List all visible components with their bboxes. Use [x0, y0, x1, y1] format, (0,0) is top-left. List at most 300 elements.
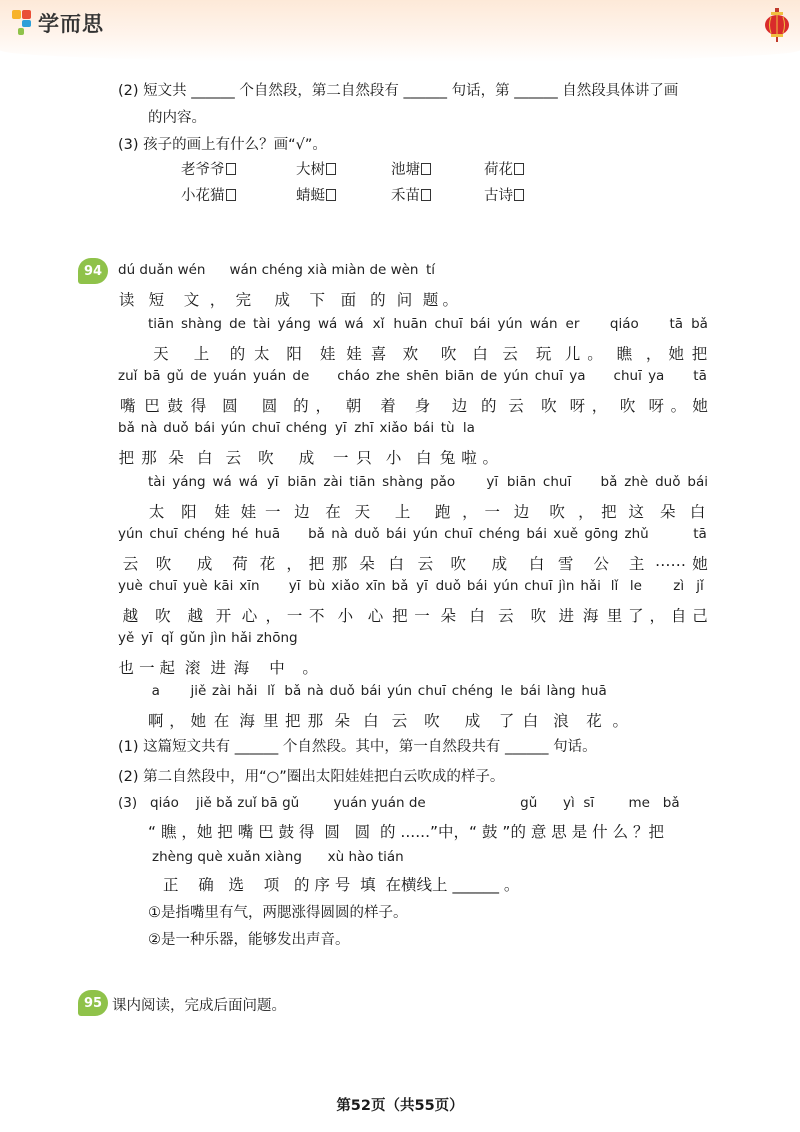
pinyin: zì — [673, 578, 685, 594]
pinyin-token — [118, 420, 135, 468]
pinyin: la — [462, 420, 475, 436]
pinyin: bù — [308, 578, 326, 594]
hanzi: 太 — [253, 345, 270, 363]
pinyin-token — [692, 368, 708, 416]
pinyin-token — [229, 262, 257, 310]
hanzi: ， — [649, 607, 666, 625]
pinyin — [592, 368, 608, 387]
pinyin-token — [287, 474, 316, 522]
pinyin-token — [149, 578, 177, 626]
hanzi: 题 — [422, 291, 439, 309]
pinyin-token — [213, 368, 246, 416]
pinyin: miàn — [331, 262, 366, 278]
hanzi: ， — [265, 607, 281, 625]
pinyin: de — [190, 368, 207, 384]
pinyin-token — [569, 368, 585, 416]
pinyin-token — [692, 578, 708, 626]
pinyin: pǎo — [430, 474, 456, 490]
hanzi: 云 — [391, 712, 408, 730]
option-item[interactable]: 池塘 — [391, 158, 431, 179]
checkbox-icon[interactable] — [421, 163, 431, 175]
pinyin: zhè — [624, 474, 649, 490]
hanzi: 朵 — [660, 503, 676, 521]
pinyin: zhǔ — [624, 526, 649, 542]
hanzi: 呀 — [648, 397, 664, 415]
pinyin: chuī — [444, 526, 473, 542]
pinyin: bái — [466, 578, 488, 594]
pinyin: duǎn — [139, 262, 174, 278]
pinyin-token — [442, 262, 458, 310]
pinyin-token — [565, 316, 581, 364]
hanzi: 白 — [689, 503, 706, 521]
pinyin-token — [524, 578, 552, 626]
pinyin-token — [316, 368, 332, 416]
hanzi: 。 — [587, 345, 603, 363]
pinyin: xǐ — [372, 316, 385, 332]
pinyin-token — [414, 420, 435, 468]
pinyin-token — [172, 474, 205, 522]
hanzi: 浪 — [553, 712, 569, 730]
pinyin: bǎ — [691, 316, 708, 332]
pinyin: bái — [469, 316, 491, 332]
hanzi: 。 — [482, 449, 498, 467]
pinyin: chéng — [261, 262, 303, 278]
pinyin-token — [423, 262, 439, 310]
pinyin-token — [286, 526, 302, 574]
pinyin — [587, 316, 603, 335]
pinyin-token — [601, 474, 618, 522]
pinyin-token — [118, 526, 143, 574]
pinyin: biān — [444, 368, 475, 384]
pinyin — [482, 420, 498, 439]
pinyin: tā — [693, 526, 707, 542]
pinyin-token — [118, 630, 134, 678]
option-item[interactable]: 荷花 — [484, 158, 524, 179]
pinyin-token — [482, 420, 498, 468]
pinyin: bái — [520, 683, 541, 699]
hanzi: 了 — [628, 607, 644, 625]
pinyin: er — [565, 316, 580, 332]
q-sub-2-cont: 的内容。 — [148, 110, 206, 126]
pinyin-token — [331, 262, 365, 310]
pinyin — [612, 683, 628, 702]
hanzi: 的 — [370, 291, 386, 309]
hanzi: 朵 — [359, 555, 375, 573]
hanzi: 阳 — [286, 345, 302, 363]
pinyin-token — [430, 474, 455, 522]
q94-sub-3-option-2: ②是一种乐器，能够发出声音。 — [148, 932, 350, 948]
pinyin-token — [614, 368, 642, 416]
pinyin: jìn — [210, 630, 227, 646]
pinyin-token — [445, 368, 474, 416]
pinyin-token — [184, 526, 225, 574]
hanzi: 海 — [233, 659, 250, 677]
pinyin-token — [181, 316, 222, 364]
hanzi: 那 — [331, 555, 348, 573]
pinyin-token — [221, 420, 246, 468]
hanzi: 阳 — [181, 503, 197, 521]
pinyin: bái — [687, 474, 708, 490]
hanzi: 娃 — [240, 503, 257, 521]
pinyin: hǎi — [231, 630, 252, 646]
pinyin-token — [499, 683, 515, 731]
hanzi: 圆 — [261, 397, 278, 415]
hanzi: 上 — [193, 345, 210, 363]
pinyin: tiān — [148, 316, 174, 332]
pinyin: tù — [440, 420, 455, 436]
hanzi: 滚 — [184, 659, 201, 677]
pinyin-token — [444, 526, 472, 574]
pinyin: zhe — [376, 368, 400, 384]
hanzi: 雪 — [557, 555, 574, 573]
pinyin-token — [671, 578, 687, 626]
pinyin: chéng — [451, 683, 494, 699]
passage-line — [148, 683, 628, 731]
pinyin: zuǐ — [118, 368, 138, 384]
checkbox-icon[interactable] — [514, 189, 524, 201]
passage-line — [118, 578, 708, 626]
pinyin: yuè — [182, 578, 208, 594]
pinyin: de — [229, 316, 246, 332]
pinyin: hǎi — [236, 683, 258, 699]
hanzi: 嘴 — [119, 397, 136, 415]
pinyin: bǎ — [600, 474, 618, 490]
hanzi: 白 — [522, 712, 539, 730]
pinyin-token — [148, 316, 174, 364]
checkbox-icon[interactable] — [514, 163, 524, 175]
pinyin: chéng — [285, 420, 328, 436]
hanzi: 小 — [337, 607, 354, 625]
pinyin: làng — [546, 683, 576, 699]
pinyin: biān — [506, 474, 537, 490]
hanzi: 上 — [394, 503, 411, 521]
pinyin-token — [581, 683, 606, 731]
passage-line — [118, 630, 318, 678]
hanzi: 兔 — [439, 449, 456, 467]
pinyin-token — [118, 578, 143, 626]
pinyin: yī — [266, 474, 279, 490]
pinyin: tài — [148, 474, 166, 490]
pinyin: chuī — [148, 578, 178, 594]
q94-sub-3-text-2: 正 确 选 项 的 序 号 填 在横线上 ______ 。 — [163, 876, 520, 894]
pinyin: chuī — [434, 316, 463, 332]
pinyin-token — [379, 420, 407, 468]
logo-text: 学而思 — [38, 12, 104, 36]
pinyin: xuě — [553, 526, 579, 542]
hanzi: 把 — [691, 345, 708, 363]
pinyin-token — [648, 368, 664, 416]
hanzi: 进 — [210, 659, 227, 677]
pinyin: yě — [118, 630, 135, 646]
checkbox-icon[interactable] — [421, 189, 431, 201]
pinyin: qiáo — [609, 316, 639, 332]
pinyin — [462, 474, 478, 493]
hanzi: 那 — [307, 712, 324, 730]
hanzi: 成 — [491, 555, 508, 573]
pinyin-token — [214, 578, 234, 626]
pinyin — [578, 474, 594, 493]
hanzi: 吹 — [619, 397, 636, 415]
pinyin-token — [354, 420, 373, 468]
hanzi: 着 — [380, 397, 396, 415]
hanzi: 吹 — [549, 503, 565, 521]
pinyin: yī — [334, 420, 347, 436]
hanzi: 边 — [294, 503, 310, 521]
pinyin-token — [584, 526, 618, 574]
option-item[interactable]: 禾苗 — [391, 184, 431, 205]
pinyin-token — [543, 474, 571, 522]
option-item[interactable]: 古诗 — [484, 184, 524, 205]
brand-logo — [12, 8, 104, 38]
pinyin-token — [118, 262, 135, 310]
hanzi: 开 — [215, 607, 232, 625]
hanzi: 。 — [670, 397, 687, 415]
hanzi: …… — [654, 552, 686, 570]
hanzi: 下 — [309, 291, 325, 309]
pinyin-token — [470, 316, 491, 364]
pinyin: de — [292, 368, 310, 384]
pinyin-token — [323, 474, 342, 522]
pinyin: wán — [529, 316, 558, 332]
hanzi: 朵 — [440, 607, 457, 625]
pinyin-token — [253, 368, 286, 416]
hanzi: 欢 — [402, 345, 419, 363]
pinyin: zhōng — [256, 630, 298, 646]
option-item[interactable]: 大树 — [296, 158, 336, 179]
pinyin-token — [687, 474, 708, 522]
pinyin: hé — [231, 526, 249, 542]
pinyin: jiě — [190, 683, 207, 699]
pinyin: duǒ — [354, 526, 380, 542]
pinyin: chuī — [613, 368, 642, 384]
hanzi: 边 — [451, 397, 468, 415]
pinyin: a — [151, 683, 160, 699]
pinyin: chéng — [183, 526, 226, 542]
hanzi: 圆 — [222, 397, 238, 415]
hanzi: 云 — [417, 555, 434, 573]
hanzi: 白 — [196, 449, 213, 467]
pinyin-token — [210, 262, 226, 310]
question-number-badge: 95 — [78, 990, 108, 1016]
passage-line — [118, 420, 498, 468]
hanzi: 面 — [340, 291, 357, 309]
hanzi: 朝 — [345, 397, 362, 415]
hanzi: ， — [462, 503, 478, 521]
hanzi: 不 — [309, 607, 325, 625]
pinyin: gǔn — [179, 630, 206, 646]
pinyin: yuán — [252, 368, 287, 384]
pinyin: nà — [331, 526, 349, 542]
hanzi: 一 — [332, 449, 349, 467]
hanzi: ， — [578, 503, 594, 521]
pinyin-token — [498, 316, 523, 364]
pinyin: yuè — [118, 578, 143, 594]
hanzi: 喜 — [370, 345, 387, 363]
pinyin — [302, 630, 318, 649]
hanzi: 成 — [464, 712, 481, 730]
pinyin-token — [434, 316, 462, 364]
pinyin-token — [484, 474, 500, 522]
pinyin: xīn — [365, 578, 386, 594]
pinyin: yún — [220, 420, 246, 436]
hanzi: 她 — [190, 712, 207, 730]
pinyin-token — [331, 578, 359, 626]
pinyin-token — [607, 578, 623, 626]
pinyin: le — [500, 683, 513, 699]
hanzi: 成 — [298, 449, 315, 467]
pinyin: kāi — [213, 578, 234, 594]
hanzi: 玩 — [535, 345, 552, 363]
pinyin-token — [628, 578, 644, 626]
pinyin-token — [418, 683, 446, 731]
pinyin-token — [391, 262, 419, 310]
pinyin-token — [292, 368, 309, 416]
option-item[interactable]: 老爷爷 — [181, 158, 236, 179]
hanzi: 啦 — [461, 449, 477, 467]
pinyin-token — [526, 526, 547, 574]
hanzi: 把 — [308, 555, 325, 573]
lantern-icon — [764, 8, 790, 42]
passage-line — [148, 474, 708, 522]
pinyin: yī — [416, 578, 428, 594]
pinyin-token — [308, 526, 325, 574]
logo-mark-icon — [12, 10, 34, 36]
pinyin: bái — [194, 420, 216, 436]
hanzi: 了 — [498, 712, 515, 730]
hanzi: 娃 — [319, 345, 336, 363]
pinyin-token — [612, 683, 628, 731]
hanzi: 问 — [396, 291, 413, 309]
pinyin-token — [480, 368, 497, 416]
pinyin-token — [493, 578, 518, 626]
hanzi: ， — [645, 345, 662, 363]
pinyin-token — [440, 420, 456, 468]
pinyin-token — [333, 420, 349, 468]
hanzi: 吹 — [450, 555, 467, 573]
pinyin-token — [467, 578, 488, 626]
hanzi: 把 — [118, 449, 135, 467]
hanzi: 海 — [582, 607, 599, 625]
pinyin: shàng — [180, 316, 222, 332]
hanzi: 吹 — [440, 345, 457, 363]
pinyin-token — [624, 474, 648, 522]
pinyin: wèn — [390, 262, 419, 278]
hanzi: 起 — [159, 659, 175, 677]
pinyin-token — [558, 578, 574, 626]
pinyin: xià — [307, 262, 328, 278]
pinyin-token — [436, 578, 461, 626]
pinyin: wá — [317, 316, 338, 332]
hanzi: 心 — [241, 607, 258, 625]
pinyin: yáng — [277, 316, 311, 332]
hanzi: 短 — [148, 291, 165, 309]
option-item[interactable]: 小花猫 — [181, 184, 236, 205]
hanzi: 她 — [692, 555, 708, 573]
pinyin-token — [255, 526, 280, 574]
pinyin-token — [277, 316, 310, 364]
pinyin: zhī — [354, 420, 374, 436]
hanzi: 吹 — [155, 607, 171, 625]
pinyin-token — [163, 420, 188, 468]
pinyin-token — [180, 630, 206, 678]
hanzi: 成 — [274, 291, 291, 309]
checkbox-icon[interactable] — [326, 189, 336, 201]
pinyin-token — [307, 262, 327, 310]
pinyin-token — [149, 526, 177, 574]
hanzi: ， — [209, 291, 226, 309]
hanzi: 朵 — [334, 712, 350, 730]
checkbox-icon[interactable] — [326, 163, 336, 175]
hanzi: ， — [286, 555, 302, 573]
pinyin-token — [655, 526, 686, 574]
pinyin-token — [692, 526, 708, 574]
pinyin-token — [625, 526, 649, 574]
pinyin-token — [307, 683, 324, 731]
hanzi: 把 — [392, 607, 408, 625]
pinyin-token — [144, 368, 161, 416]
pinyin-token — [354, 526, 379, 574]
pinyin: yī — [288, 578, 301, 594]
hanzi: 吹 — [424, 712, 440, 730]
hanzi: 读 — [118, 291, 135, 309]
pinyin-token — [668, 316, 684, 364]
hanzi: 朵 — [168, 449, 184, 467]
hanzi: 一 — [264, 503, 281, 521]
hanzi: 里 — [263, 712, 279, 730]
pinyin-token — [210, 630, 226, 678]
pinyin-token — [369, 262, 386, 310]
page-header — [0, 0, 800, 62]
hanzi: 白 — [469, 607, 485, 625]
hanzi: 越 — [122, 607, 139, 625]
pinyin-token — [302, 630, 318, 678]
hanzi: 一 — [286, 607, 303, 625]
pinyin — [655, 526, 686, 545]
hanzi: 。 — [442, 291, 458, 309]
hanzi: 她 — [692, 397, 708, 415]
pinyin-token — [382, 474, 423, 522]
pinyin-token — [118, 368, 137, 416]
pinyin: chuī — [251, 420, 280, 436]
pinyin: bái — [526, 526, 547, 542]
pinyin-token — [592, 368, 608, 416]
pinyin-token — [546, 683, 575, 731]
pinyin: yún — [118, 526, 144, 542]
pinyin: yuán — [213, 368, 247, 384]
hanzi: 。 — [612, 712, 628, 730]
pinyin-token — [393, 316, 427, 364]
checkbox-icon[interactable] — [226, 163, 236, 175]
hanzi: 白 — [528, 555, 545, 573]
pinyin-token — [337, 368, 370, 416]
checkbox-icon[interactable] — [226, 189, 236, 201]
q94-sub-3-text: “ 瞧 ，她 把 嘴 巴 鼓 得 圆 圆 的 ......”中，“ 鼓 ”的 意 思 是 什 么 ？把 — [148, 823, 665, 841]
pinyin-token — [263, 683, 279, 731]
pinyin — [316, 368, 332, 387]
hanzi: 小 — [385, 449, 402, 467]
hanzi: 。 — [302, 659, 318, 677]
pinyin: bǎ — [308, 526, 325, 542]
pinyin: tài — [253, 316, 271, 332]
option-item[interactable]: 蜻蜓 — [296, 184, 336, 205]
passage-line — [118, 368, 708, 416]
pinyin: cháo — [337, 368, 370, 384]
pinyin-token — [212, 683, 231, 731]
pinyin: duǒ — [163, 420, 189, 436]
pinyin — [646, 316, 662, 335]
pinyin-token — [239, 578, 259, 626]
pinyin-token — [148, 474, 165, 522]
